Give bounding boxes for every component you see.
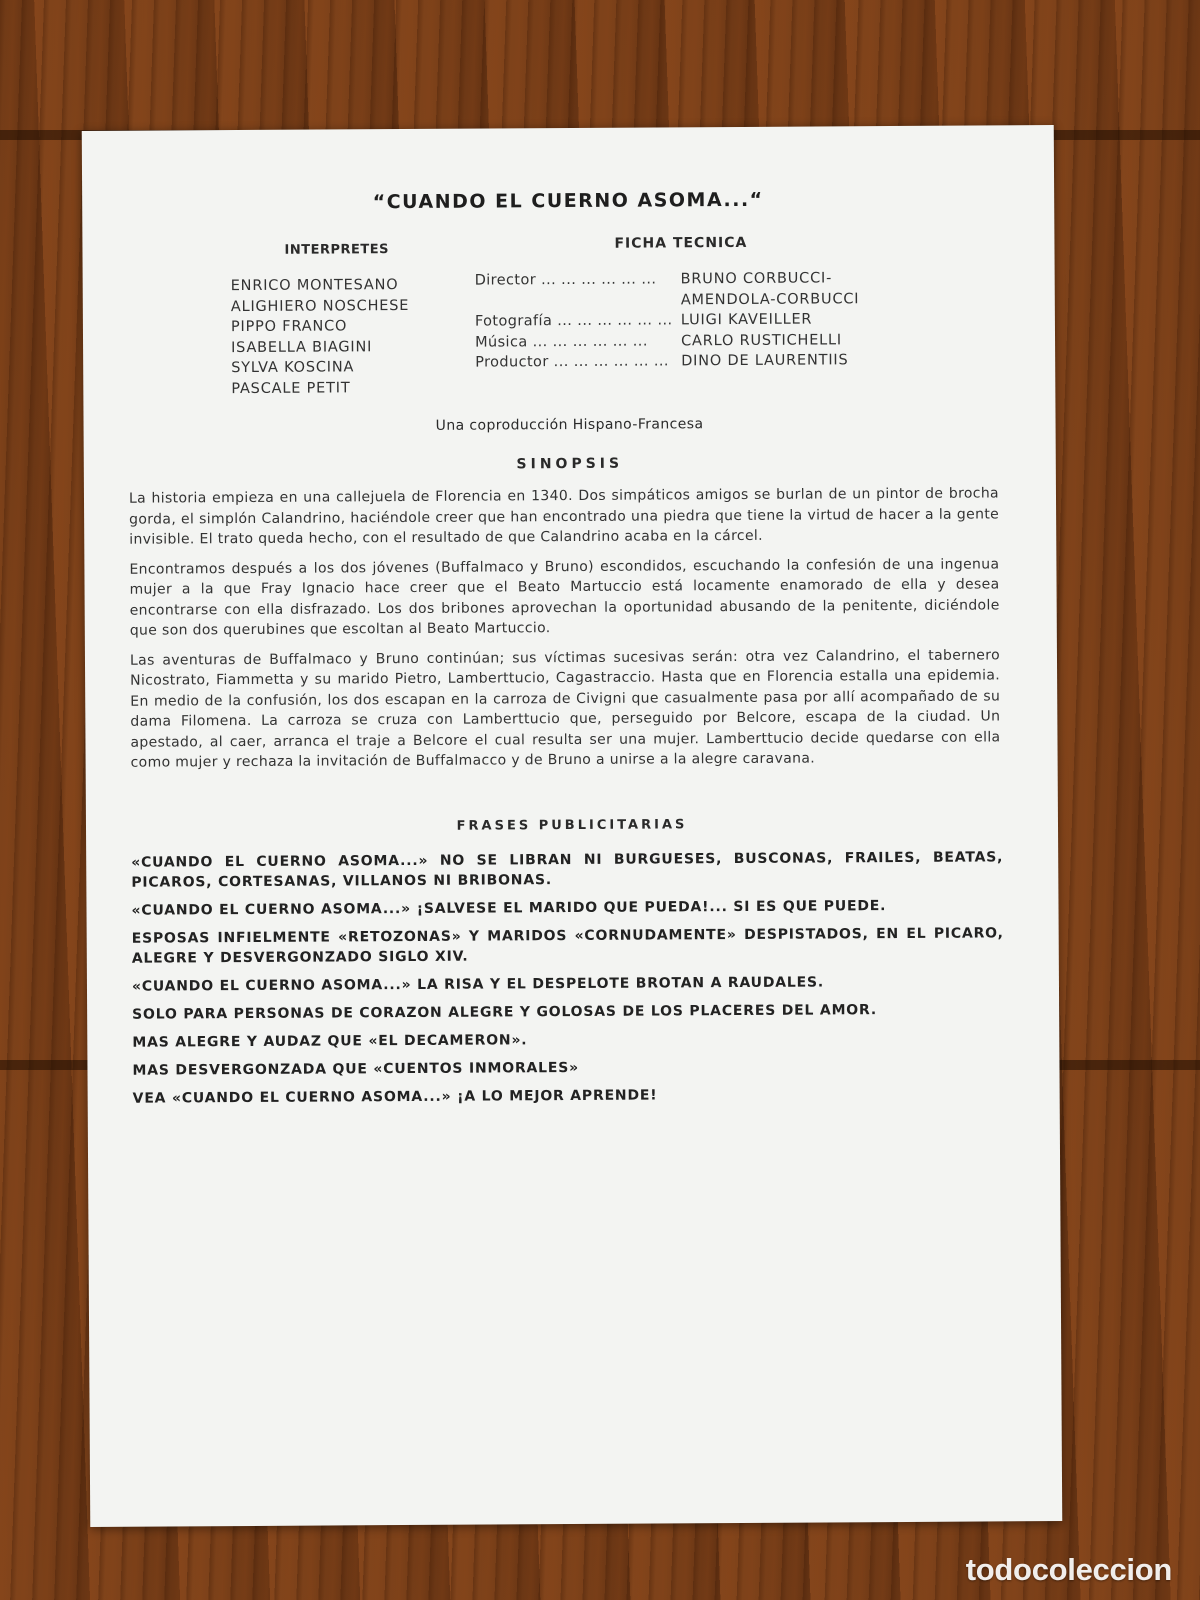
- cast-name: ENRICO MONTESANO: [230, 277, 399, 295]
- ficha-tecnica-heading: FICHA TECNICA: [614, 234, 748, 252]
- credit-row: [475, 289, 860, 312]
- slogan: «CUANDO EL CUERNO ASOMA...» LA RISA Y EL DESPELOTE BROTAN A RAUDALES.: [131, 974, 825, 995]
- credit-row: [475, 350, 860, 373]
- todocoleccion-watermark: todocoleccion: [965, 1552, 1172, 1587]
- film-title: “CUANDO EL CUERNO ASOMA...“: [372, 188, 764, 214]
- credit-value: BRUNO CORBUCCI-: [680, 270, 833, 288]
- cast-name: SYLVA KOSCINA: [231, 359, 355, 377]
- credit-label: [475, 290, 681, 312]
- slogan-list: [131, 847, 1005, 1116]
- slogan: SOLO PARA PERSONAS DE CORAZON ALEGRE Y GOLOSAS DE LOS PLACERES DEL AMOR.: [132, 1002, 877, 1023]
- synopsis-body: [129, 483, 1001, 782]
- synopsis-paragraph: La historia empieza en una callejuela de Florencia en 1340. Dos simpáticos amigos se burlan de un pintor de brocha gorda, el simplón Calandrino, haciéndole creer que han encontrado una piedra que tiene la virtud de hacer a la gente invisible. El trato queda hecho, con el resultado de que Calandrino acaba en la cárcel.: [128, 485, 1000, 548]
- synopsis-paragraph: Encontramos después a los dos jóvenes (Buffalmaco y Bruno) escondidos, escuchando la confesión de una ingenua mujer a la que Fray Ignacio hace creer que el Beato Martuccio está locamente enamorado de ella y desea encontrarse con ella disfrazado. Los dos bribones aprovechan la oportunidad abusando de la penitente, diciéndole que son dos querubines que escoltan al Beato Martuccio.: [129, 555, 1000, 639]
- cast-name: ALIGHIERO NOSCHESE: [230, 297, 410, 315]
- credit-value: AMENDOLA-CORBUCCI: [680, 290, 860, 308]
- credit-label: Productor ... ... ... ... ... ...: [475, 353, 669, 371]
- cast-name: PIPPO FRANCO: [230, 318, 348, 336]
- frases-heading: FRASES PUBLICITARIAS: [456, 817, 688, 834]
- press-sheet: [82, 125, 1063, 1527]
- slogan: VEA «CUANDO EL CUERNO ASOMA...» ¡A LO MEJOR APRENDE!: [132, 1087, 658, 1107]
- credits-list: [475, 268, 860, 373]
- credit-value: DINO DE LAURENTIIS: [681, 352, 849, 370]
- credit-label: Música ... ... ... ... ... ...: [474, 333, 648, 351]
- sinopsis-heading: SINOPSIS: [516, 455, 624, 473]
- slogan: «CUANDO EL CUERNO ASOMA...» NO SE LIBRAN NI BURGUESES, BUSCONAS, FRAILES, BEATAS, PICAROS, CORTESANAS, VILLANOS NI BRIBONAS.: [131, 849, 1004, 891]
- slogan: MAS ALEGRE Y AUDAZ QUE «EL DECAMERON».: [132, 1032, 528, 1051]
- credit-row: [475, 309, 860, 332]
- cast-name: ISABELLA BIAGINI: [231, 338, 373, 356]
- credit-value: LUIGI KAVEILLER: [680, 311, 813, 329]
- credit-label: Fotografía ... ... ... ... ... ...: [474, 312, 673, 330]
- interpretes-heading: INTERPRETES: [284, 242, 390, 258]
- credit-label: Director ... ... ... ... ... ...: [474, 271, 657, 289]
- credit-row: [475, 268, 860, 291]
- slogan: «CUANDO EL CUERNO ASOMA...» ¡SALVESE EL MARIDO QUE PUEDA!... SI ES QUE PUEDE.: [131, 898, 887, 919]
- slogan: ESPOSAS INFIELMENTE «RETOZONAS» Y MARIDOS «CORNUDAMENTE» DESPISTADOS, EN EL PICARO, ALEGRE Y DESVERGONZADO SIGLO XIV.: [131, 925, 1004, 967]
- credit-value: CARLO RUSTICHELLI: [680, 331, 843, 349]
- slogan: MAS DESVERGONZADA QUE «CUENTOS INMORALES»: [132, 1059, 579, 1079]
- synopsis-paragraph: Las aventuras de Buffalmaco y Bruno continúan; sus víctimas sucesivas serán: otra vez Calandrino, el tabernero Nicostrato, Fiammetta y su marido Pietro, Lamberttucio, Cagastraccio. Hasta que en Florencia estalla una epidemia. En medio de la confusión, los dos escapan en la carroza de Civigni que casualmente pasa por allí acompañado de su dama Filomena. La carroza se cruza con Lamberttucio que, perseguido por Belcore, escapa de la ciudad. Un apestado, al caer, arranca el traje a Belcore el cual resulta ser una mujer. Lamberttucio decide quedarse con ella como mujer y rechaza la invitación de Buffalmacco y de Bruno a unirse a la alegre caravana.: [129, 646, 1001, 771]
- cast-name: PASCALE PETIT: [231, 379, 351, 397]
- coproduction-note: Una coproducción Hispano-Francesa: [435, 416, 704, 434]
- credit-row: [475, 330, 860, 353]
- cast-list: [231, 275, 410, 399]
